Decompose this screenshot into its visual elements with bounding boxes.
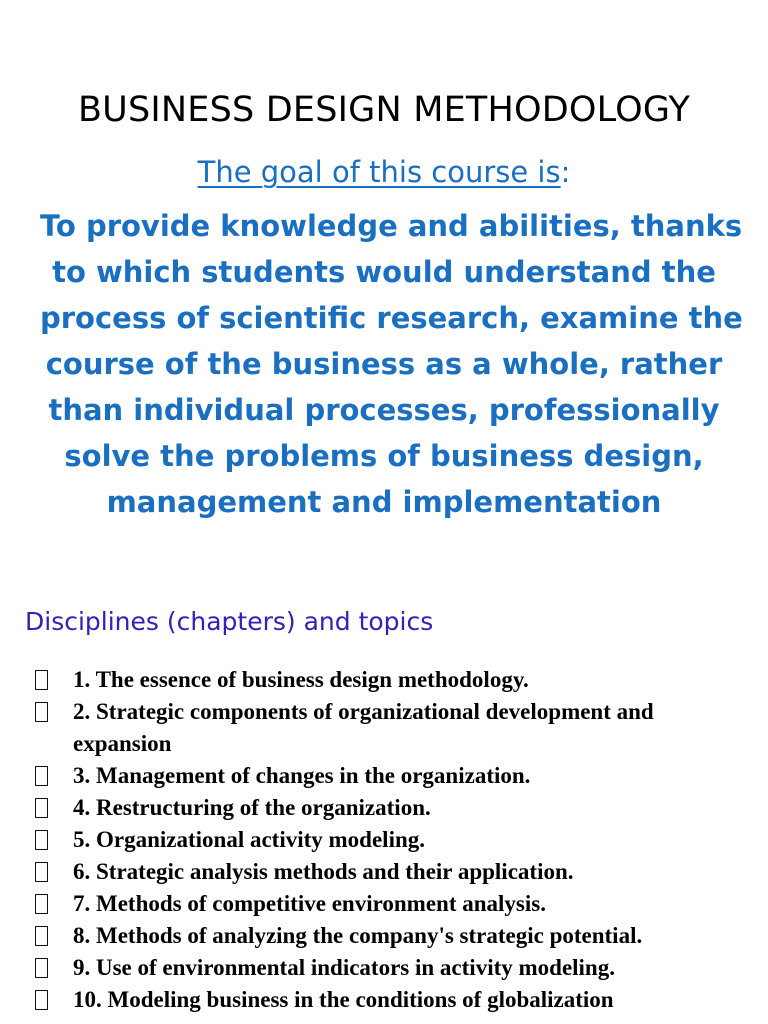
goal-heading xyxy=(0,152,768,192)
topic-label: 8. Methods of analyzing the company's strategic potential. xyxy=(73,923,643,948)
checkbox-square-icon xyxy=(35,958,48,978)
list-item xyxy=(0,760,768,792)
topic-label: 6. Strategic analysis methods and their application. xyxy=(73,859,574,884)
checkbox-square-icon xyxy=(35,702,48,722)
topic-label: 9. Use of environmental indicators in activity modeling. xyxy=(73,955,615,980)
checkbox-square-icon xyxy=(35,670,48,690)
goal-line: management and implementation xyxy=(106,485,662,519)
topic-label: 10. Modeling business in the conditions of globalization xyxy=(73,987,614,1012)
goal-line: process of scientific research, examine the xyxy=(40,301,743,335)
checkbox-square-icon xyxy=(35,798,48,818)
list-item xyxy=(0,888,768,920)
list-item xyxy=(0,824,768,856)
checkbox-square-icon xyxy=(35,766,48,786)
topic-label: 1. The essence of business design methodology. xyxy=(73,667,529,692)
topic-label: 2. Strategic components of organizational development and expansion xyxy=(73,699,654,756)
goal-line: solve the problems of business design, xyxy=(64,439,704,473)
topic-label: 3. Management of changes in the organization. xyxy=(73,763,531,788)
checkbox-square-icon xyxy=(35,894,48,914)
goal-line: to which students would understand the xyxy=(52,255,716,289)
list-item xyxy=(0,920,768,952)
checkbox-square-icon xyxy=(35,990,48,1010)
goal-line: course of the business as a whole, rather xyxy=(45,347,723,381)
topics-list xyxy=(0,664,768,1016)
page-title: BUSINESS DESIGN METHODOLOGY xyxy=(77,90,691,130)
checkbox-square-icon xyxy=(35,926,48,946)
goal-line: To provide knowledge and abilities, thanks xyxy=(40,209,743,243)
topic-label: 7. Methods of competitive environment analysis. xyxy=(73,891,546,916)
topic-label: 4. Restructuring of the organization. xyxy=(73,795,431,820)
checkbox-square-icon xyxy=(35,830,48,850)
goal-line: than individual processes, professionally xyxy=(48,393,720,427)
list-item xyxy=(0,952,768,984)
goal-description xyxy=(40,203,743,525)
list-item xyxy=(0,664,768,696)
goal-heading-text: The goal of this course is xyxy=(197,155,561,189)
list-item xyxy=(0,696,768,760)
goal-heading-colon: : xyxy=(560,155,571,189)
checkbox-square-icon xyxy=(35,862,48,882)
topics-heading: Disciplines (chapters) and topics xyxy=(25,607,434,636)
list-item xyxy=(0,856,768,888)
list-item xyxy=(0,984,768,1016)
list-item xyxy=(0,792,768,824)
topic-label: 5. Organizational activity modeling. xyxy=(73,827,426,852)
